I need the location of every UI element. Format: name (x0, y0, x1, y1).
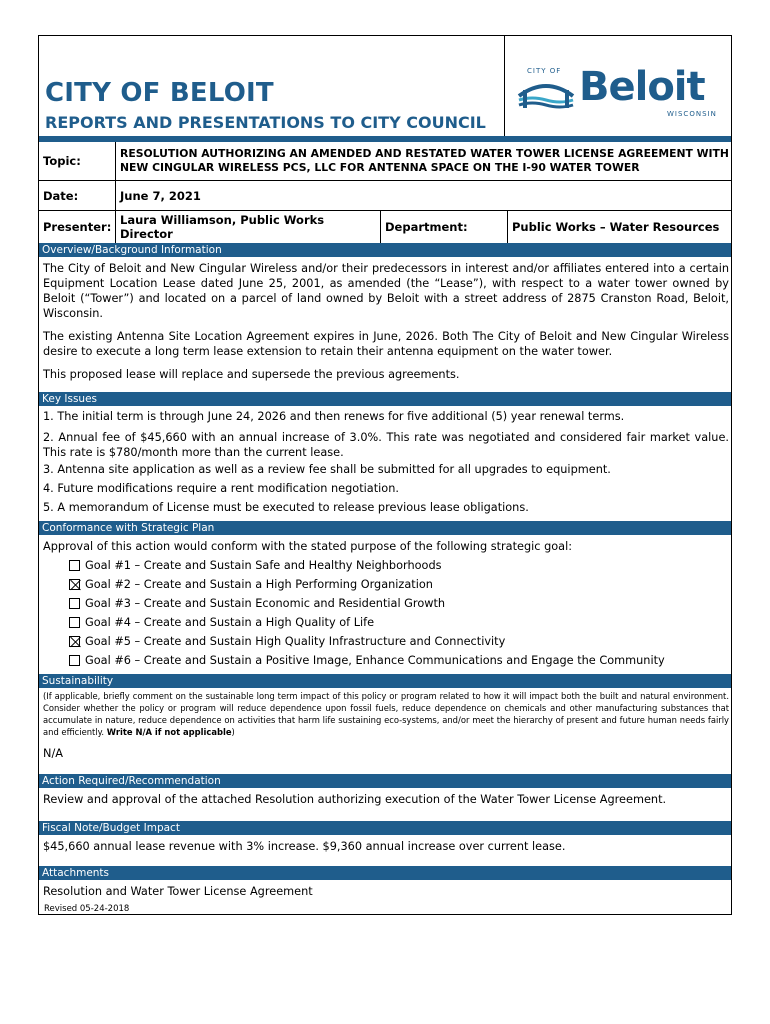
action-value: Review and approval of the attached Resolution authorizing execution of the Water Tower License Agreement. (43, 793, 667, 806)
presenter-row (39, 210, 731, 243)
goal-4 (69, 615, 374, 630)
goal-6-label: Goal #6 – Create and Sustain a Positive Image, Enhance Communications and Engage the Community (85, 654, 665, 667)
page-title: CITY OF BELOIT (45, 78, 274, 108)
department-value: Public Works – Water Resources (507, 211, 733, 243)
key-issues-heading: Key Issues (39, 392, 731, 406)
topic-line-1: RESOLUTION AUTHORIZING AN AMENDED AND RESTATED WATER TOWER LICENSE AGREEMENT WITH (120, 147, 729, 160)
report-header (39, 36, 731, 136)
sustainability-note-text: (If applicable, briefly comment on the sustainable long term impact of this policy or program related to how it will impact both the built and natural environment. Consider whether the policy or program will reduce dependence upon fossil fuels, reduce dependence on chemicals and other manufacturing substances that accumulate in nature, reduce dependence on activities that harm life sustaining eco-systems, and/or meet the hierarchy of present and future human needs fairly and efficiently. (43, 691, 729, 737)
overview-paragraph-2: The existing Antenna Site Location Agreement expires in June, 2026. Both The City of Beloit and New Cingular Wireless desire to execute a long term lease extension to retain their antenna equipment on the water tower. (43, 330, 729, 358)
goal-1-checkbox[interactable] (69, 560, 80, 571)
goal-2 (69, 577, 433, 592)
goal-4-checkbox[interactable] (69, 617, 80, 628)
key-issue-2: 2. Annual fee of $45,660 with an annual increase of 3.0%. This rate was negotiated and considered fair market value. This rate is $780/month more than the current lease. (43, 431, 729, 459)
action-heading: Action Required/Recommendation (39, 774, 731, 788)
goal-1 (69, 558, 442, 573)
bridge-icon (517, 76, 575, 110)
topic-label: Topic: (43, 154, 81, 168)
report-form (38, 35, 732, 915)
city-logo (517, 64, 717, 124)
key-issue-3: 3. Antenna site application as well as a review fee shall be submitted for all upgrades to equipment. (43, 463, 611, 476)
logo-city-of: CITY OF (527, 67, 562, 75)
sustainability-heading: Sustainability (39, 674, 731, 688)
goal-5-label: Goal #5 – Create and Sustain High Quality Infrastructure and Connectivity (85, 635, 506, 648)
overview-heading: Overview/Background Information (39, 243, 731, 257)
goal-5-checkbox[interactable] (69, 636, 80, 647)
goal-4-label: Goal #4 – Create and Sustain a High Quality of Life (85, 616, 375, 629)
key-issue-5: 5. A memorandum of License must be executed to release previous lease obligations. (43, 501, 529, 514)
goal-6 (69, 653, 665, 668)
topic-line-2: NEW CINGULAR WIRELESS PCS, LLC FOR ANTENNA SPACE ON THE I-90 WATER TOWER (120, 161, 640, 174)
goal-6-checkbox[interactable] (69, 655, 80, 666)
sustainability-note (43, 690, 729, 738)
header-title-block (39, 36, 505, 136)
presenter-value: Laura Williamson, Public Works Director (115, 211, 380, 243)
sustainability-note-bold: Write N/A if not applicable (106, 727, 232, 737)
revised-date: Revised 05-24-2018 (44, 904, 130, 914)
attachments-heading: Attachments (39, 866, 731, 880)
date-label: Date: (43, 189, 79, 203)
topic-value (115, 142, 733, 180)
logo-state: WISCONSIN (667, 110, 717, 118)
overview-paragraph-3: This proposed lease will replace and supersede the previous agreements. (43, 368, 460, 381)
overview-paragraph-1: The City of Beloit and New Cingular Wireless and/or their predecessors in interest and/or affiliates entered into a certain Equipment Location Lease dated June 25, 2001, as amended (the “Lease”), with respect to a water tower owned by Beloit (“Tower”) and located on a parcel of land owned by Beloit with a street address of 2875 Cranston Road, Beloit, Wisconsin. (43, 262, 729, 320)
key-issue-1: 1. The initial term is through June 24, 2026 and then renews for five additional (5) year renewal terms. (43, 410, 625, 423)
page-subtitle: REPORTS AND PRESENTATIONS TO CITY COUNCIL (45, 113, 486, 132)
fiscal-heading: Fiscal Note/Budget Impact (39, 821, 731, 835)
goal-3 (69, 596, 445, 611)
goal-3-label: Goal #3 – Create and Sustain Economic and Residential Growth (85, 597, 446, 610)
goal-1-label: Goal #1 – Create and Sustain Safe and Healthy Neighborhoods (85, 559, 442, 572)
key-issue-4: 4. Future modifications require a rent modification negotiation. (43, 482, 399, 495)
fiscal-value: $45,660 annual lease revenue with 3% increase. $9,360 annual increase over current lease. (43, 840, 566, 853)
goal-2-label: Goal #2 – Create and Sustain a High Performing Organization (85, 578, 433, 591)
goal-5 (69, 634, 505, 649)
sustainability-value: N/A (43, 747, 63, 760)
goal-3-checkbox[interactable] (69, 598, 80, 609)
sustainability-note-end: ) (231, 727, 235, 737)
date-row (39, 180, 731, 211)
conformance-heading: Conformance with Strategic Plan (39, 521, 731, 535)
goal-2-checkbox[interactable] (69, 579, 80, 590)
department-label: Department: (380, 211, 507, 243)
topic-row (39, 142, 731, 180)
attachments-value: Resolution and Water Tower License Agreement (43, 885, 313, 898)
conformance-intro: Approval of this action would conform with the stated purpose of the following strategic goal: (43, 540, 573, 553)
presenter-label: Presenter: (43, 220, 112, 234)
logo-wordmark: Beloit (579, 64, 705, 110)
date-value: June 7, 2021 (115, 181, 733, 211)
